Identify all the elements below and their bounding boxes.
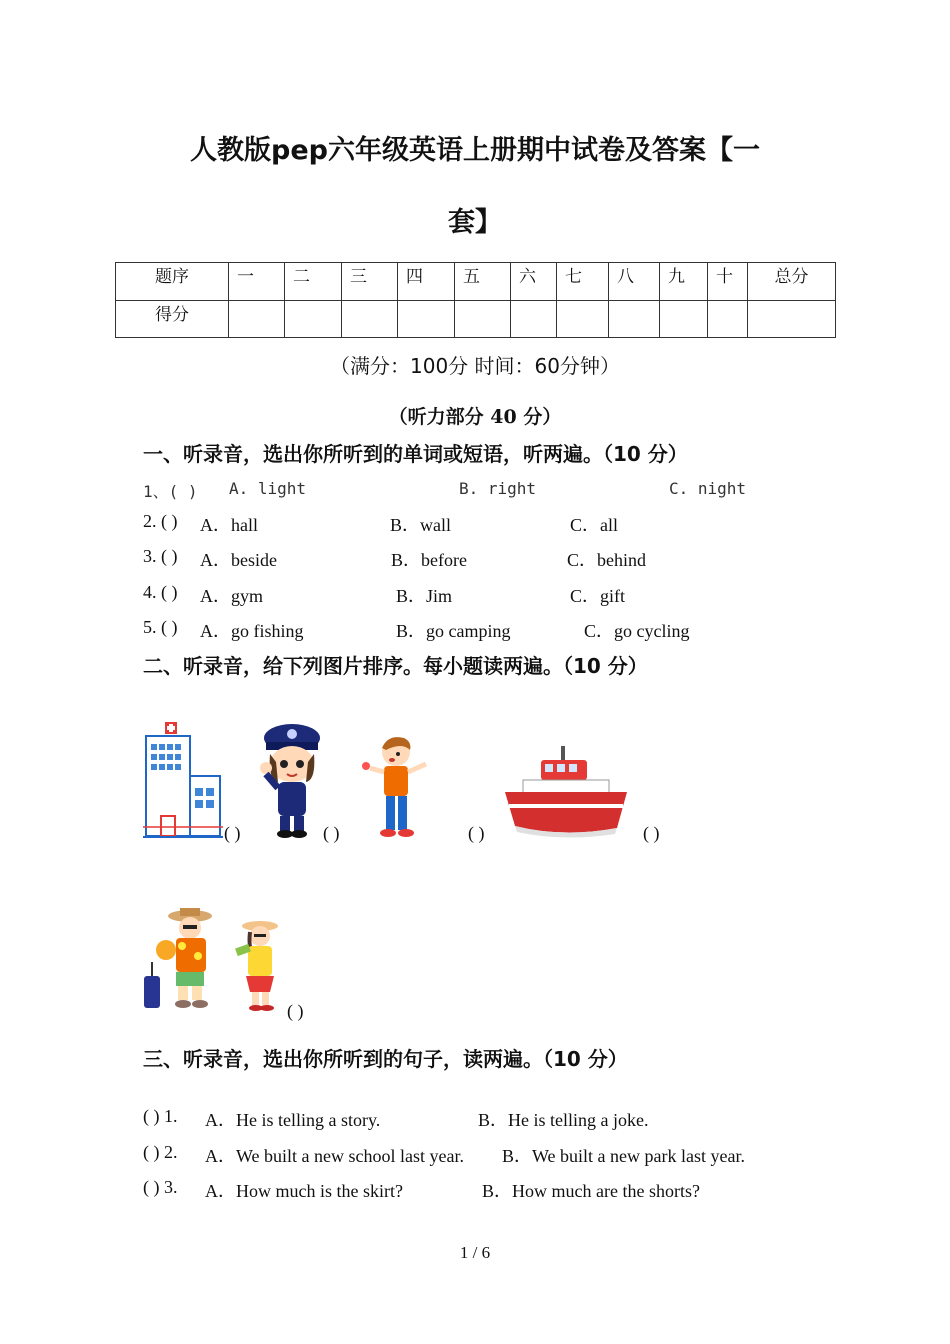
column-5: 五 (455, 263, 511, 301)
score-cell[interactable] (455, 300, 511, 338)
option-b: B. right (459, 479, 537, 498)
option-a: A. light (229, 479, 307, 498)
item-number: 3. ( ) (143, 546, 178, 566)
score-table-header-row (116, 263, 836, 301)
section3-heading: 三、听录音，选出你所听到的句子，读两遍。（10 分） (143, 1047, 628, 1071)
option-a: A．He is telling a story. (205, 1110, 381, 1130)
option-b: B．He is telling a joke. (478, 1110, 649, 1130)
travellers-image (140, 906, 290, 1016)
page-title-line2: 套】 (448, 207, 502, 238)
section2-heading: 二、听录音，给下列图片排序。每小题读两遍。（10 分） (143, 654, 648, 678)
column-4: 四 (398, 263, 455, 301)
order-blank-1[interactable]: ( ) (224, 823, 241, 843)
item-number: 4. ( ) (143, 582, 178, 602)
score-cell[interactable] (511, 300, 557, 338)
police-officer-image (258, 722, 324, 838)
page-title-line1: 人教版pep六年级英语上册期中试卷及答案【一 (190, 135, 760, 166)
option-a: A．beside (200, 550, 277, 570)
option-a: A．gym (200, 586, 263, 606)
column-2: 二 (285, 263, 342, 301)
column-6: 六 (511, 263, 557, 301)
score-cell[interactable] (660, 300, 708, 338)
boy-singing-image (356, 734, 432, 838)
score-cell[interactable] (609, 300, 660, 338)
option-a: A．hall (200, 515, 258, 535)
score-table (115, 262, 836, 338)
column-7: 七 (557, 263, 609, 301)
option-b: B．before (391, 550, 467, 570)
total-label: 总分 (748, 263, 836, 301)
order-blank-3[interactable]: ( ) (468, 823, 485, 843)
score-table-score-row (116, 300, 836, 338)
column-8: 八 (609, 263, 660, 301)
option-b: B．Jim (396, 586, 453, 606)
section1-heading: 一、听录音，选出你所听到的单词或短语，听两遍。（10 分） (143, 442, 688, 466)
item-number: 5. ( ) (143, 617, 178, 637)
score-label: 得分 (116, 300, 229, 338)
option-c: C．go cycling (584, 621, 690, 641)
order-blank-2[interactable]: ( ) (323, 823, 340, 843)
column-10: 十 (708, 263, 748, 301)
column-9: 九 (660, 263, 708, 301)
score-cell[interactable] (342, 300, 398, 338)
score-cell[interactable] (748, 300, 836, 338)
option-b: B．wall (390, 515, 451, 535)
item-number: ( ) 3. (143, 1177, 178, 1197)
item-number: 1、( ) (143, 482, 198, 501)
option-c: C．gift (570, 586, 626, 606)
item-number: 2. ( ) (143, 511, 178, 531)
option-b: B．We built a new park last year. (502, 1146, 745, 1166)
option-c: C. night (669, 479, 747, 498)
order-blank-5[interactable]: ( ) (287, 1001, 304, 1021)
order-blank-4[interactable]: ( ) (643, 823, 660, 843)
score-cell[interactable] (557, 300, 609, 338)
listening-part-label: （听力部分 40 分） (388, 406, 562, 428)
option-c: C．behind (567, 550, 646, 570)
score-cell[interactable] (708, 300, 748, 338)
option-c: C．all (570, 515, 618, 535)
column-3: 三 (342, 263, 398, 301)
option-b: B．go camping (396, 621, 511, 641)
column-1: 一 (229, 263, 285, 301)
score-cell[interactable] (229, 300, 285, 338)
ship-image (503, 742, 629, 838)
option-b: B．How much are the shorts? (482, 1181, 700, 1201)
exam-info: （满分：100分 时间：60分钟） (330, 354, 620, 378)
item-number: ( ) 1. (143, 1106, 178, 1126)
page-number: 1 / 6 (459, 1243, 491, 1262)
score-cell[interactable] (398, 300, 455, 338)
header-label: 题序 (116, 263, 229, 301)
item-number: ( ) 2. (143, 1142, 178, 1162)
option-a: A．go fishing (200, 621, 304, 641)
option-a: A．We built a new school last year. (205, 1146, 464, 1166)
hospital-image (143, 720, 223, 838)
score-cell[interactable] (285, 300, 342, 338)
option-a: A．How much is the skirt? (205, 1181, 403, 1201)
